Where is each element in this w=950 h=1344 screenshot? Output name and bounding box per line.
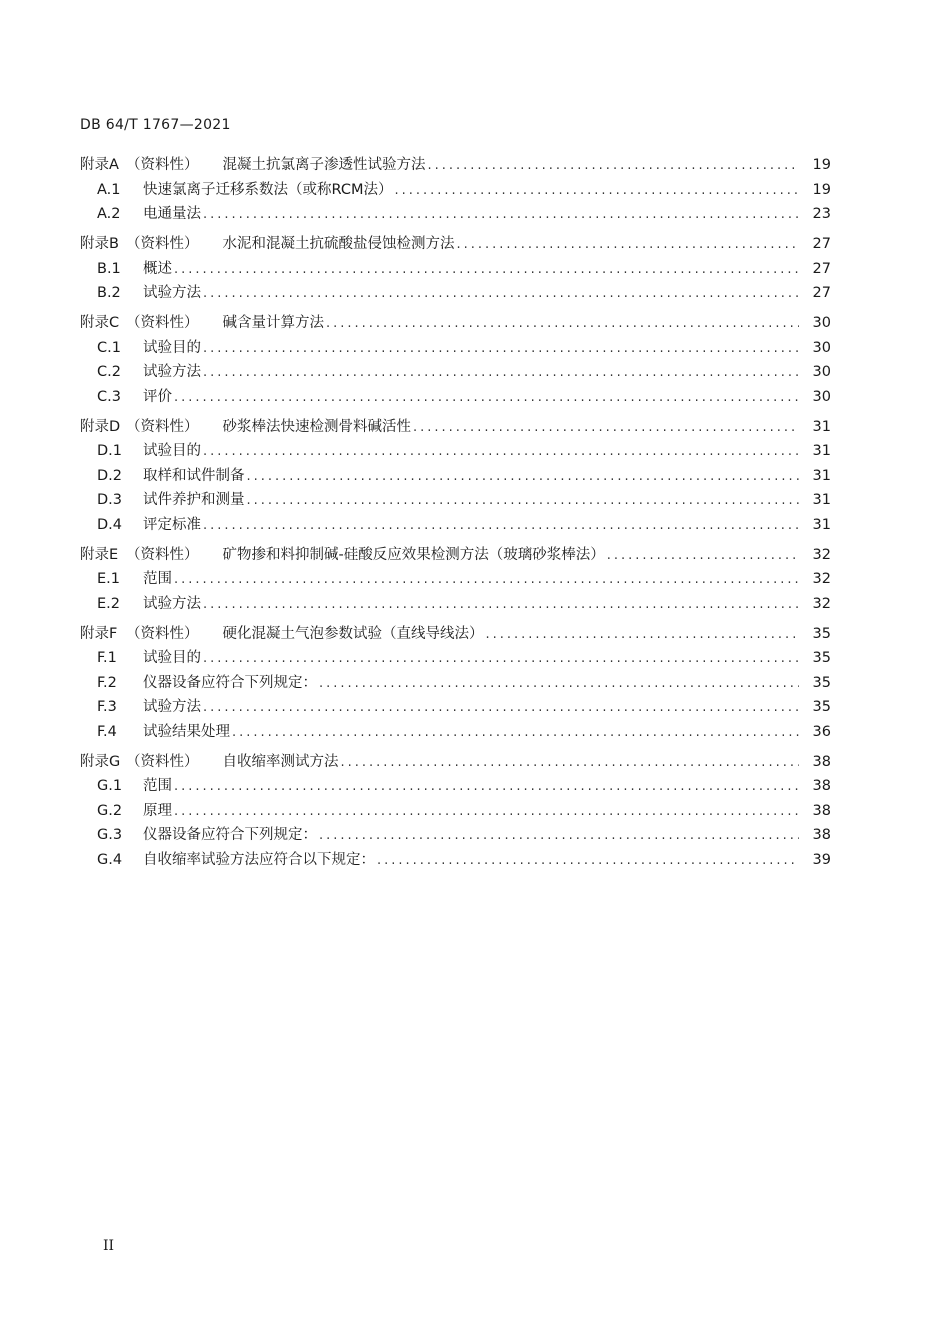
- toc-section-entry[interactable]: [80, 281, 831, 306]
- dot-leader: [174, 386, 799, 411]
- toc-entry-page: 31: [812, 418, 831, 435]
- toc-entry-number: 附录B: [80, 236, 119, 252]
- dot-leader: [232, 721, 799, 746]
- toc-entry-label: [97, 281, 201, 306]
- toc-entry-page: 27: [812, 285, 831, 301]
- toc-entry-label: [97, 513, 201, 538]
- dot-leader: [457, 233, 800, 258]
- toc-entry-label: [97, 774, 172, 799]
- dot-leader: [203, 440, 799, 465]
- toc-entry-number: 附录D: [80, 418, 121, 435]
- dot-leader: [203, 647, 799, 672]
- toc-entry-number: 附录F: [80, 625, 118, 642]
- toc-entry-page: 30: [812, 339, 831, 356]
- toc-entry-title: 试验方法: [143, 364, 201, 380]
- toc-entry-title: 原理: [143, 802, 172, 819]
- toc-entry-title: 自收缩率试验方法应符合以下规定：: [143, 851, 375, 868]
- toc-section-entry[interactable]: [80, 336, 831, 361]
- toc-entry-label: [97, 178, 393, 203]
- table-of-contents: [80, 153, 831, 872]
- dot-leader: [395, 179, 800, 204]
- toc-entry-page: 27: [812, 236, 831, 252]
- toc-entry-kind: （资料性）: [126, 236, 199, 252]
- dot-leader: [428, 154, 800, 179]
- toc-section-entry[interactable]: [80, 695, 831, 720]
- toc-entry-number: F.4: [97, 723, 117, 740]
- toc-entry-title: 碱含量计算方法: [222, 315, 324, 331]
- toc-entry-page: 32: [812, 571, 831, 587]
- toc-entry-page: 31: [812, 443, 831, 459]
- toc-entry-kind: （资料性）: [126, 625, 199, 642]
- toc-entry-number: C.2: [97, 364, 121, 380]
- toc-entry-title: 试验结果处理: [143, 723, 230, 740]
- toc-section-entry[interactable]: [80, 488, 831, 513]
- toc-entry-page: 35: [812, 699, 831, 715]
- toc-entry-title: 试验目的: [143, 650, 201, 666]
- toc-entry-title: 范围: [143, 778, 172, 794]
- toc-entry-title: 范围: [143, 571, 172, 587]
- toc-entry-page: 36: [812, 723, 831, 740]
- toc-entry-label: [97, 360, 201, 385]
- toc-entry-page: 19: [812, 157, 831, 173]
- toc-entry-label: [97, 439, 201, 464]
- toc-entry-title: 试验方法: [143, 595, 201, 612]
- toc-entry-number: F.1: [97, 650, 117, 666]
- toc-entry-label: [97, 464, 245, 489]
- toc-entry-title: 试验方法: [143, 699, 201, 715]
- toc-entry-number: A.2: [97, 206, 121, 222]
- toc-entry-number: 附录C: [80, 315, 120, 331]
- toc-entry-title: 评定标准: [143, 516, 201, 533]
- toc-section-entry[interactable]: [80, 799, 831, 824]
- dot-leader: [203, 282, 799, 307]
- dot-leader: [174, 800, 799, 825]
- toc-appendix-entry[interactable]: [80, 750, 831, 775]
- toc-entry-page: 35: [812, 674, 831, 691]
- dot-leader: [319, 672, 799, 697]
- toc-section-entry[interactable]: [80, 592, 831, 617]
- dot-leader: [247, 489, 800, 514]
- toc-entry-title: 混凝土抗氯离子渗透性试验方法: [222, 157, 426, 173]
- toc-section-entry[interactable]: [80, 257, 831, 282]
- toc-entry-label: [97, 799, 172, 824]
- toc-entry-page: 19: [812, 181, 831, 198]
- toc-entry-label: [97, 646, 201, 671]
- toc-entry-number: G.2: [97, 802, 123, 819]
- toc-entry-label: [80, 153, 426, 178]
- toc-entry-number: D.1: [97, 443, 122, 459]
- toc-appendix-entry[interactable]: [80, 543, 831, 568]
- toc-section-entry[interactable]: [80, 513, 831, 538]
- toc-entry-title: 水泥和混凝土抗硫酸盐侵蚀检测方法: [222, 236, 455, 252]
- toc-entry-number: C.3: [97, 388, 121, 405]
- toc-section-entry[interactable]: [80, 823, 831, 848]
- toc-entry-page: 32: [812, 595, 831, 612]
- toc-entry-label: [80, 622, 484, 647]
- toc-section-entry[interactable]: [80, 439, 831, 464]
- toc-entry-page: 27: [812, 260, 831, 277]
- toc-section-entry[interactable]: [80, 720, 831, 745]
- toc-entry-kind: （资料性）: [126, 418, 199, 435]
- toc-entry-page: 32: [812, 546, 831, 563]
- toc-entry-page: 35: [812, 650, 831, 666]
- toc-section-entry[interactable]: [80, 848, 831, 873]
- document-number: DB 64/T 1767—2021: [80, 117, 231, 133]
- toc-entry-number: C.1: [97, 339, 121, 356]
- dot-leader: [203, 593, 799, 618]
- toc-entry-number: 附录E: [80, 546, 119, 563]
- toc-entry-title: 快速氯离子迁移系数法（或称RCM法）: [143, 181, 393, 198]
- toc-entry-title: 硬化混凝土气泡参数试验（直线导线法）: [222, 625, 484, 642]
- dot-leader: [203, 337, 799, 362]
- toc-entry-page: 39: [812, 851, 831, 868]
- toc-appendix-entry[interactable]: [80, 311, 831, 336]
- toc-section-entry[interactable]: [80, 360, 831, 385]
- toc-entry-label: [97, 202, 201, 227]
- toc-entry-page: 38: [812, 778, 831, 794]
- dot-leader: [203, 361, 799, 386]
- dot-leader: [486, 623, 800, 648]
- toc-entry-title: 试验方法: [143, 285, 201, 301]
- toc-appendix-entry[interactable]: [80, 622, 831, 647]
- toc-entry-label: [97, 336, 201, 361]
- toc-entry-label: [97, 592, 201, 617]
- toc-entry-kind: （资料性）: [126, 157, 199, 173]
- toc-section-entry[interactable]: [80, 671, 831, 696]
- dot-leader: [341, 751, 800, 776]
- toc-entry-number: A.1: [97, 181, 121, 198]
- toc-section-entry[interactable]: [80, 385, 831, 410]
- toc-entry-title: 电通量法: [143, 206, 201, 222]
- toc-entry-number: B.1: [97, 260, 121, 277]
- toc-entry-number: D.3: [97, 492, 122, 508]
- toc-section-entry[interactable]: [80, 178, 831, 203]
- toc-entry-title: 评价: [143, 388, 172, 405]
- toc-appendix-entry[interactable]: [80, 153, 831, 178]
- toc-section-entry[interactable]: [80, 567, 831, 592]
- toc-entry-label: [80, 232, 455, 257]
- toc-entry-title: 概述: [143, 260, 172, 277]
- toc-entry-number: E.1: [97, 571, 120, 587]
- toc-entry-number: D.4: [97, 516, 122, 533]
- toc-entry-number: B.2: [97, 285, 121, 301]
- toc-entry-title: 仪器设备应符合下列规定：: [143, 827, 317, 843]
- dot-leader: [174, 258, 799, 283]
- toc-entry-page: 38: [812, 802, 831, 819]
- toc-entry-page: 31: [812, 467, 831, 484]
- toc-entry-page: 31: [812, 516, 831, 533]
- toc-entry-number: E.2: [97, 595, 120, 612]
- toc-entry-title: 矿物掺和料抑制碱-硅酸反应效果检测方法（玻璃砂浆棒法）: [222, 546, 605, 563]
- toc-entry-title: 取样和试件制备: [143, 467, 245, 484]
- toc-entry-title: 试验目的: [143, 443, 201, 459]
- toc-entry-label: [80, 750, 339, 775]
- toc-entry-number: G.1: [97, 778, 123, 794]
- toc-entry-label: [80, 415, 411, 440]
- dot-leader: [326, 312, 799, 337]
- toc-appendix-entry[interactable]: [80, 232, 831, 257]
- toc-entry-page: 30: [812, 388, 831, 405]
- toc-entry-number: 附录A: [80, 157, 119, 173]
- toc-entry-title: 砂浆棒法快速检测骨料碱活性: [222, 418, 411, 435]
- toc-entry-label: [97, 823, 317, 848]
- toc-entry-number: 附录G: [80, 753, 121, 770]
- toc-entry-label: [80, 311, 324, 336]
- dot-leader: [247, 465, 800, 490]
- toc-entry-page: 35: [812, 625, 831, 642]
- toc-entry-page: 38: [812, 827, 831, 843]
- toc-entry-label: [97, 671, 317, 696]
- toc-entry-page: 30: [812, 364, 831, 380]
- toc-entry-number: F.3: [97, 699, 117, 715]
- toc-entry-number: G.4: [97, 851, 123, 868]
- toc-entry-label: [97, 488, 245, 513]
- toc-entry-label: [97, 257, 172, 282]
- toc-entry-kind: （资料性）: [126, 315, 199, 331]
- toc-entry-label: [97, 695, 201, 720]
- toc-entry-number: F.2: [97, 674, 117, 691]
- toc-entry-label: [97, 385, 172, 410]
- dot-leader: [203, 203, 799, 228]
- dot-leader: [203, 514, 799, 539]
- toc-section-entry[interactable]: [80, 646, 831, 671]
- toc-entry-number: G.3: [97, 827, 123, 843]
- toc-entry-page: 31: [812, 492, 831, 508]
- toc-entry-kind: （资料性）: [126, 753, 199, 770]
- toc-section-entry[interactable]: [80, 774, 831, 799]
- dot-leader: [607, 544, 799, 569]
- toc-entry-label: [80, 543, 605, 568]
- toc-entry-page: 23: [812, 206, 831, 222]
- dot-leader: [174, 568, 799, 593]
- toc-entry-title: 试件养护和测量: [143, 492, 245, 508]
- toc-entry-page: 30: [812, 315, 831, 331]
- dot-leader: [413, 416, 799, 441]
- toc-entry-title: 仪器设备应符合下列规定：: [143, 674, 317, 691]
- toc-section-entry[interactable]: [80, 202, 831, 227]
- toc-entry-page: 38: [812, 753, 831, 770]
- dot-leader: [174, 775, 799, 800]
- toc-entry-number: D.2: [97, 467, 122, 484]
- toc-entry-title: 自收缩率测试方法: [222, 753, 339, 770]
- dot-leader: [319, 824, 799, 849]
- toc-entry-title: 试验目的: [143, 339, 201, 356]
- toc-entry-label: [97, 848, 375, 873]
- toc-section-entry[interactable]: [80, 464, 831, 489]
- toc-entry-kind: （资料性）: [126, 546, 199, 563]
- dot-leader: [203, 696, 799, 721]
- toc-entry-label: [97, 720, 230, 745]
- page-number: II: [103, 1238, 115, 1254]
- dot-leader: [377, 849, 799, 874]
- toc-appendix-entry[interactable]: [80, 415, 831, 440]
- toc-entry-label: [97, 567, 172, 592]
